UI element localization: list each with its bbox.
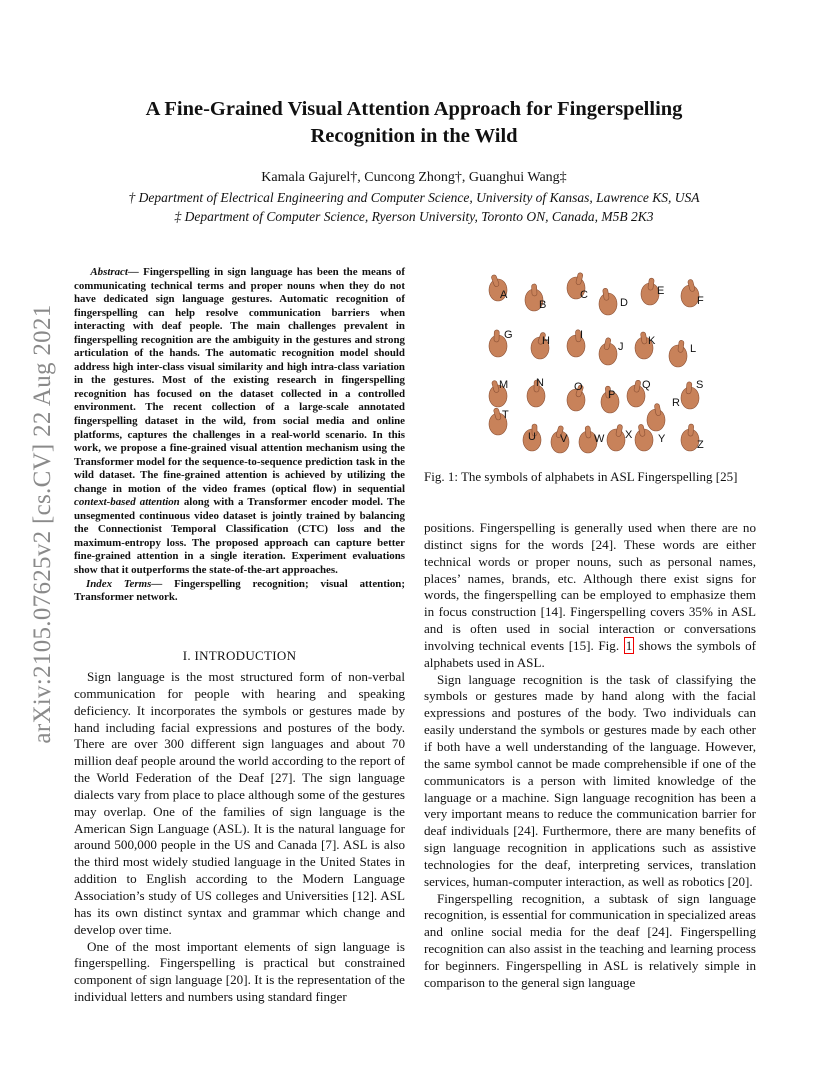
asl-sign-i [567,329,585,357]
figure-caption: Fig. 1: The symbols of alphabets in ASL Fingerspelling [25] [424,469,738,484]
asl-letter-label: J [618,341,624,353]
asl-sign-k [635,332,656,359]
intro-paragraph-2: One of the most important elements of sign language is fingerspelling. Fingerspelling is practical but constrained component of sign language [20]. It is the representation of the individual letters and numbers using standard finger [74,938,405,1005]
asl-sign-a [489,274,508,301]
author-list: Kamala Gajurel†, Cuncong Zhong†, Guanghui Wang‡ [261,170,567,185]
asl-letter-label: Y [658,433,666,445]
finger-shape [678,340,684,353]
finger-shape [686,382,692,394]
intro-left-column [74,669,405,1006]
asl-letter-label: V [560,433,568,445]
asl-sign-z [681,424,704,451]
asl-letter-label: H [542,335,550,347]
asl-sign-f [681,279,704,307]
index-terms-text: Fingerspelling recognition; visual attention; Transformer network. [74,577,405,604]
arxiv-identifier [27,284,59,764]
asl-sign-q [627,379,651,407]
asl-letter-label: M [499,379,509,391]
hand-sign-icon [607,429,625,451]
paper-title [60,96,768,150]
intro-right-column [424,520,756,992]
asl-sign-x [607,424,633,451]
asl-letter-label: B [539,299,547,311]
title-line-2: Recognition in the Wild [310,125,518,147]
asl-sign-m [489,379,508,407]
asl-letter-label: Z [697,439,704,451]
asl-letter-label: T [502,409,509,421]
asl-letter-label: S [696,379,704,391]
finger-shape [585,426,591,438]
asl-letter-label: W [594,433,605,445]
intro-paragraph-4: Sign language recognition is the task of classifying the symbols or gestures made by hand along with the facial expressions and postures of the body. Two individuals can easily understand the symbols or gestures made by each other if both have a well understanding of the language. However, the same symbol cannot be made comprehensible if one of the communicators is a person with limited knowledge of the language or a machine. Sign language recognition has been a very important means to reduce the communication barrier for deaf individuals [24]. Furthermore, there are many benefits of sign language recognition in applications such as assistive technologies for the deaf, interpreting services, translation services, human-computer interaction, as well as robotics [20]. [424,671,756,889]
affiliation-2: ‡ Department of Computer Science, Ryerson University, Toronto ON, Canada, M5B 2K3 [174,209,654,224]
asl-alphabet-figure [470,258,720,458]
asl-sign-r [647,397,680,431]
asl-letter-label: I [580,329,584,341]
asl-sign-b [525,284,546,311]
asl-sign-h [531,332,550,359]
asl-hand-grid [489,272,704,453]
asl-sign-o [567,381,585,411]
asl-sign-c [567,272,588,301]
asl-letter-label: L [690,343,697,355]
figure-ref-link[interactable]: 1 [625,637,633,653]
intro-paragraph-1: Sign language is the most structured form of non-verbal communication for people with hearing and speaking deficiency. It incorporates the symbols or gestures made by hand including facial expressions and postures of the body. There are over 300 different sign languages and about 70 million deaf people around the world according to the report of the World Federation of the Deaf [27]. The sign language dialects vary from place to place although some of the gestures may overlap. One of the families of sign language is the American Sign Language (ASL). It is the natural language for around 500,000 people in the US and Canada [7]. ASL is also the third most widely studied language in the United States in addition to English according to the Modern Language Association’s study of US colleges and Universities [12]. ASL has its own distinct syntax and grammar which change and develop over time. [74,669,405,937]
index-terms-label: Index Terms— [86,577,163,590]
asl-letter-label: U [528,431,536,443]
asl-letter-label: R [672,397,680,409]
asl-sign-s [681,379,703,409]
paragraph-3-text-b: shows the symbols of alphabets used in ASL. [424,637,756,670]
index-terms [74,578,405,605]
title-line-1: A Fine-Grained Visual Attention Approach for Fingerspelling [145,98,683,120]
intro-paragraph-5: Fingerspelling recognition, a subtask of sign language recognition, is essential for communication in specialized areas and online social media for the deaf [24]. Fingerspelling recognition can also assist in the teaching and learning process for beginners. Fingerspelling in ASL is relatively simple in comparison to the general sign language [424,890,756,990]
intro-paragraph-3 [424,520,756,672]
asl-sign-n [527,377,545,407]
asl-sign-v [551,425,569,453]
asl-sign-w [579,426,605,453]
asl-sign-d [599,288,628,315]
abstract-text-a: Fingerspelling in sign language has been the means of communicating technical terms and proper nouns when they do not have dedicated sign language gestures. Automatic recognition of fingerspelling can help resolve communication barriers when interacting with deaf people. The main challenges prevalent in fingerspelling recognition are the ambiguity in the gestures and strong articulation of the hands. The automatic recognition model should address high inter-class visual similarity and high intra-class variation in the gestures. Most of the existing research in fingerspelling recognition has focused on the dataset collected in a controlled environment. The recent collection of a large-scale annotated fingerspelling dataset in the wild, from social media and online platforms, captures the challenges in a real-world scenario. In this work, we propose a fine-grained visual attention mechanism using the Transformer model for the sequence-to-sequence prediction task in the wild dataset. The fine-grained attention is achieved by utilizing the change in motion of the video frames (optical flow) in sequential [74,266,405,495]
asl-letter-label: P [608,389,616,401]
abstract-text-b: along with a Transformer encoder model. The unsegmented continuous video dataset is jointly trained by balancing the Connectionist Temporal Classification (CTC) loss and the maximum-entropy loss. The proposed approach can capture better fine-grained attention in a single iteration. Experiment evaluations show that it outperforms the state-of-the-art approaches. [74,496,405,577]
asl-sign-g [489,329,513,357]
asl-letter-label: A [500,289,508,301]
asl-letter-label: Q [642,379,651,391]
abstract-label: Abstract— [90,266,139,278]
asl-sign-e [641,278,664,305]
asl-letter-label: N [536,377,544,389]
asl-sign-u [523,424,541,451]
finger-shape [688,424,694,436]
section-heading: I. INTRODUCTION [182,648,297,663]
asl-sign-j [599,337,624,365]
asl-letter-label: F [697,295,704,307]
asl-sign-l [669,340,696,367]
asl-letter-label: C [580,289,588,301]
asl-letter-label: E [657,285,665,297]
abstract [74,266,405,605]
affiliation-1: † Department of Electrical Engineering and Computer Science, University of Kansas, Lawrence KS, USA [128,190,700,205]
finger-shape [531,284,537,296]
arxiv-identifier-text: arXiv:2105.07625v2 [cs.CV] 22 Aug 2021 [29,304,56,744]
paragraph-3-text-a: positions. Fingerspelling is generally used when there are no distinct signs for the words [24]. These words are either technical words or proper nouns, such as personal names, places’ names, brands, etc. Although there exist signs for words, the fingerspelling can be employed to emphasize them in focus construction [14]. Fingerspelling covers 35% in ASL and is often used in social interaction or conversations involving technical events [15]. Fig. [424,520,756,653]
asl-letter-label: X [625,429,633,441]
asl-letter-label: O [574,381,583,393]
asl-letter-label: G [504,329,513,341]
asl-letter-label: K [648,335,656,347]
asl-letter-label: D [620,297,628,309]
asl-sign-p [601,386,619,413]
finger-shape [494,330,499,342]
asl-sign-t [489,408,509,435]
abstract-emphasis: context-based attention [74,496,180,509]
